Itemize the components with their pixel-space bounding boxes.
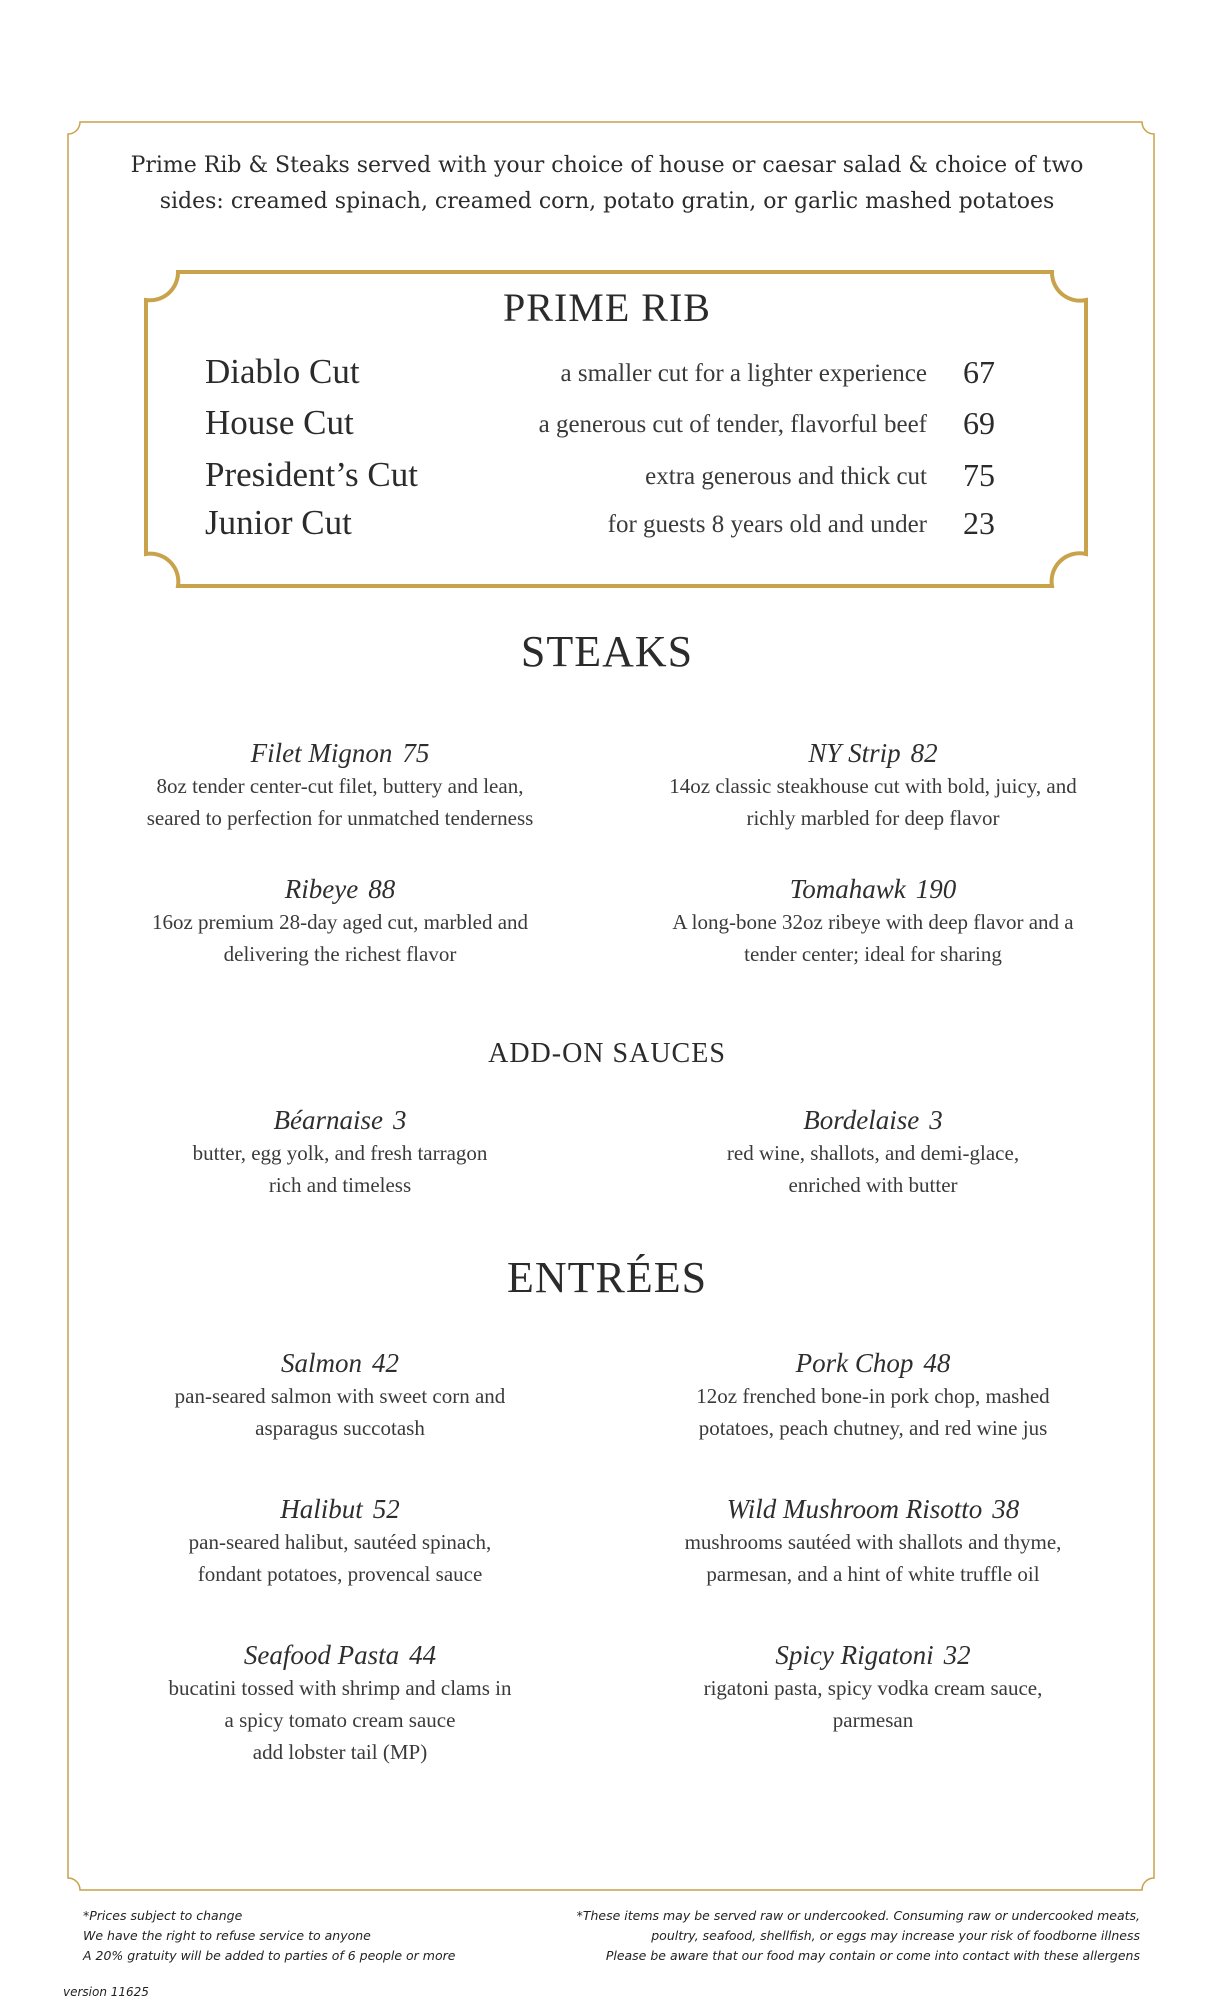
footer-note: poultry, seafood, shellfish, or eggs may increase your risk of foodborne illness [651,1928,1140,1943]
prime-rib-price: 23 [963,505,995,541]
item-price: 82 [910,738,938,768]
item-name: Salmon [281,1348,362,1378]
item-price: 88 [368,874,396,904]
item-desc: mushrooms sautéed with shallots and thyme, [684,1530,1062,1554]
item-name: Filet Mignon [250,738,393,768]
item-price: 42 [372,1348,399,1378]
item-price: 3 [929,1105,943,1135]
menu-item [90,736,590,834]
menu-item [90,1346,590,1444]
intro-line-1: Prime Rib & Steaks served with your choice of house or caesar salad & choice of two [130,153,1084,178]
item-desc: red wine, shallots, and demi-glace, [726,1141,1020,1165]
item-desc: tender center; ideal for sharing [744,942,1002,966]
item-desc: 12oz frenched bone-in pork chop, mashed [696,1384,1050,1408]
item-price: 44 [409,1640,437,1670]
item-desc: pan-seared salmon with sweet corn and [174,1384,506,1408]
footer-right-notes [577,1906,1140,1966]
prime-rib-name: Junior Cut [205,503,352,542]
prime-rib-name: Diablo Cut [205,352,360,391]
item-name: Spicy Rigatoni [775,1640,934,1670]
sauces-title: ADD-ON SAUCES [488,1038,726,1069]
menu-item [90,1492,590,1590]
item-desc: asparagus succotash [255,1416,425,1440]
item-price: 48 [923,1348,951,1378]
footer-left-notes [83,1906,455,1966]
item-desc: delivering the richest flavor [223,942,457,966]
footer-note: We have the right to refuse service to anyone [83,1928,371,1943]
prime-rib-item [205,503,1005,553]
item-price: 190 [915,874,957,904]
intro-text [120,148,1094,220]
footer-note: *Prices subject to change [83,1908,243,1923]
item-desc: parmesan [832,1708,914,1732]
entrees-title: ENTRÉES [506,1253,708,1302]
item-desc: 8oz tender center-cut filet, buttery and lean, [156,774,524,798]
item-desc: pan-seared halibut, sautéed spinach, [188,1530,492,1554]
footer-note: A 20% gratuity will be added to parties of 6 people or more [83,1948,456,1963]
menu-item [623,872,1123,970]
item-desc: 14oz classic steakhouse cut with bold, juicy, and [669,774,1077,798]
item-price: 32 [943,1640,971,1670]
item-name: NY Strip [808,738,901,768]
prime-rib-item [205,455,1005,505]
prime-rib-price: 69 [963,405,995,441]
steaks-title: STEAKS [520,627,694,676]
menu-item [90,872,590,970]
menu-item [90,1103,590,1201]
menu-item [623,1346,1123,1444]
item-name: Tomahawk [789,874,906,904]
item-desc: enriched with butter [788,1173,958,1197]
item-desc: a spicy tomato cream sauce [224,1708,456,1732]
prime-rib-price: 75 [963,457,995,493]
footer-note: *These items may be served raw or undercooked. Consuming raw or undercooked meats, [576,1908,1140,1923]
prime-rib-name: President’s Cut [205,455,418,494]
item-desc: add lobster tail (MP) [252,1740,428,1764]
item-desc: butter, egg yolk, and fresh tarragon [192,1141,488,1165]
version-label: version 11625 [63,1985,149,1999]
item-name: Pork Chop [795,1348,914,1378]
item-name: Seafood Pasta [243,1640,400,1670]
item-name: Wild Mushroom Risotto [726,1494,983,1524]
item-name: Ribeye [284,874,359,904]
footer-note: Please be aware that our food may contain or come into contact with these allergens [605,1948,1140,1963]
menu-item [623,1492,1123,1590]
menu-item [623,1103,1123,1201]
item-desc: fondant potatoes, provencal sauce [197,1562,483,1586]
item-name: Halibut [280,1494,363,1524]
item-desc: parmesan, and a hint of white truffle oil [706,1562,1040,1586]
item-desc: bucatini tossed with shrimp and clams in [168,1676,512,1700]
menu-item [90,1638,590,1768]
item-price: 38 [992,1494,1020,1524]
item-desc: 16oz premium 28-day aged cut, marbled and [151,910,529,934]
item-desc: A long-bone 32oz ribeye with deep flavor and a [672,910,1074,934]
prime-rib-item [205,352,1005,402]
prime-rib-desc: for guests 8 years old and under [607,511,927,538]
prime-rib-desc: a generous cut of tender, flavorful beef [538,411,927,438]
prime-rib-price: 67 [963,354,995,390]
prime-rib-desc: a smaller cut for a lighter experience [560,360,927,387]
item-desc: richly marbled for deep flavor [746,806,1000,830]
item-name: Béarnaise [273,1105,383,1135]
prime-rib-name: House Cut [205,403,354,442]
item-price: 75 [402,738,430,768]
menu-item [623,1638,1123,1736]
item-desc: rigatoni pasta, spicy vodka cream sauce, [703,1676,1043,1700]
item-name: Bordelaise [803,1105,920,1135]
prime-rib-desc: extra generous and thick cut [645,463,927,490]
intro-line-2: sides: creamed spinach, creamed corn, potato gratin, or garlic mashed potatoes [159,189,1055,214]
item-desc: rich and timeless [268,1173,412,1197]
item-desc: potatoes, peach chutney, and red wine jus [698,1416,1048,1440]
item-desc: seared to perfection for unmatched tenderness [146,806,534,830]
menu-item [623,736,1123,834]
item-price: 52 [372,1494,400,1524]
prime-rib-item [205,403,1005,453]
prime-rib-title: PRIME RIB [503,285,711,330]
item-price: 3 [392,1105,407,1135]
